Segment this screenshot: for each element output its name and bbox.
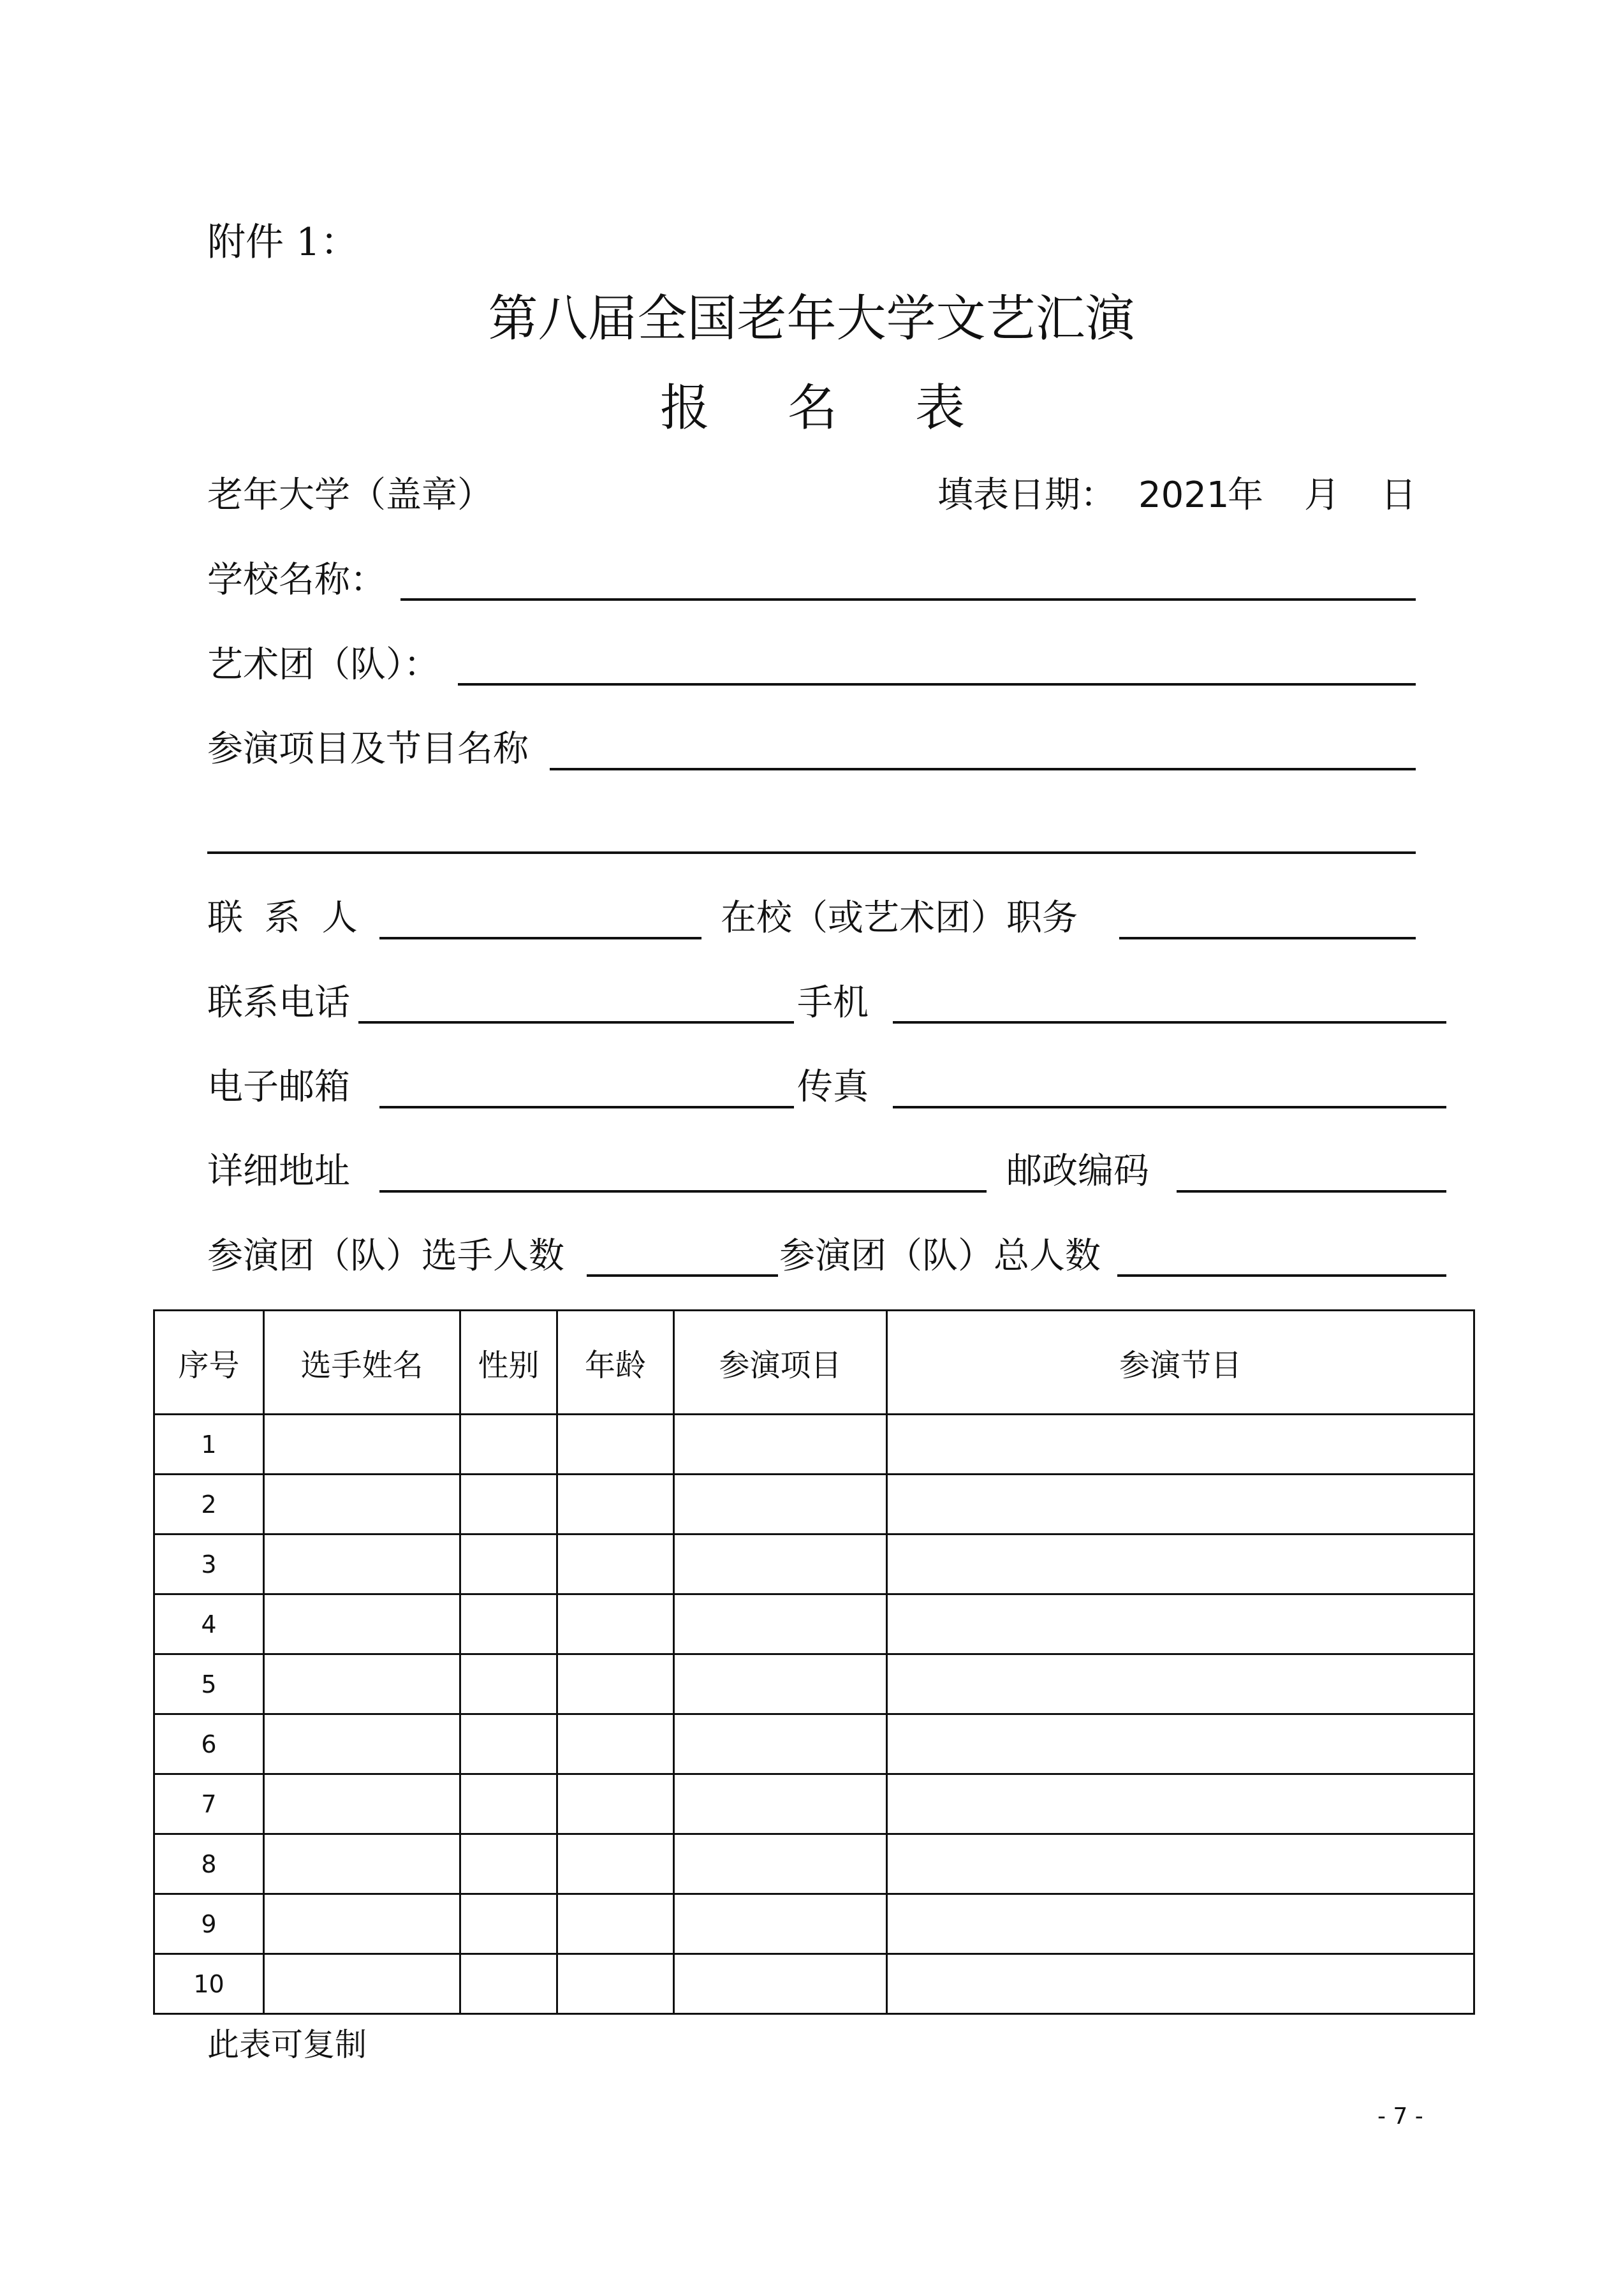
- mobile-label: 手机: [797, 982, 869, 1024]
- phone-label: 联系电话: [207, 982, 350, 1024]
- cell-category[interactable]: [674, 1894, 887, 1954]
- cell-index: 1: [154, 1415, 264, 1475]
- column-header-category: 参演项目: [674, 1311, 887, 1415]
- mobile-field[interactable]: [893, 1021, 1446, 1024]
- cell-gender[interactable]: [460, 1654, 557, 1714]
- cell-name[interactable]: [264, 1654, 460, 1714]
- date-year: 2021: [1138, 475, 1230, 516]
- cell-gender[interactable]: [460, 1834, 557, 1894]
- phone-field[interactable]: [358, 1021, 794, 1024]
- table-row: [154, 1594, 1474, 1654]
- postcode-field[interactable]: [1177, 1190, 1446, 1193]
- cell-category[interactable]: [674, 1475, 887, 1534]
- table-row: [154, 1415, 1474, 1475]
- cell-index: 3: [154, 1534, 264, 1594]
- cell-category[interactable]: [674, 1714, 887, 1774]
- cell-age[interactable]: [557, 1654, 674, 1714]
- cell-category[interactable]: [674, 1834, 887, 1894]
- subtitle-char: 报: [660, 379, 710, 437]
- cell-name[interactable]: [264, 1714, 460, 1774]
- fax-label: 传真: [797, 1066, 869, 1108]
- column-header-index: 序号: [154, 1311, 264, 1415]
- cell-age[interactable]: [557, 1834, 674, 1894]
- fax-field[interactable]: [893, 1106, 1446, 1108]
- cell-program[interactable]: [887, 1415, 1474, 1475]
- table-header-row: [154, 1311, 1474, 1415]
- program-name-field-line2[interactable]: [207, 851, 1416, 854]
- cell-index: 10: [154, 1954, 264, 2014]
- cell-name[interactable]: [264, 1774, 460, 1834]
- attachment-label: 附件 1：: [207, 220, 359, 265]
- date-prefix-label: 填表日期：: [937, 475, 1116, 516]
- cell-category[interactable]: [674, 1774, 887, 1834]
- position-label: 在校（或艺术团）职务: [721, 897, 1078, 939]
- table-row: [154, 1894, 1474, 1954]
- cell-gender[interactable]: [460, 1894, 557, 1954]
- cell-category[interactable]: [674, 1534, 887, 1594]
- cell-age[interactable]: [557, 1894, 674, 1954]
- cell-gender[interactable]: [460, 1594, 557, 1654]
- cell-age[interactable]: [557, 1774, 674, 1834]
- cell-program[interactable]: [887, 1774, 1474, 1834]
- column-header-program: 参演节目: [887, 1311, 1474, 1415]
- table-row: [154, 1475, 1474, 1534]
- cell-category[interactable]: [674, 1594, 887, 1654]
- university-seal-label: 老年大学（盖章）: [207, 475, 493, 516]
- subtitle-char: 表: [915, 379, 966, 437]
- table-row: [154, 1954, 1474, 2014]
- cell-age[interactable]: [557, 1475, 674, 1534]
- art-troupe-field[interactable]: [458, 683, 1416, 686]
- program-name-field[interactable]: [550, 768, 1416, 770]
- cell-age[interactable]: [557, 1954, 674, 2014]
- column-header-name: 选手姓名: [264, 1311, 460, 1415]
- cell-gender[interactable]: [460, 1954, 557, 2014]
- footer-note: 此表可复制: [207, 2026, 367, 2063]
- column-header-gender: 性别: [460, 1311, 557, 1415]
- page-title: 第八届全国老年大学文艺汇演: [488, 290, 1135, 348]
- cell-gender[interactable]: [460, 1774, 557, 1834]
- cell-age[interactable]: [557, 1714, 674, 1774]
- total-count-label: 参演团（队）总人数: [779, 1235, 1101, 1277]
- cell-gender[interactable]: [460, 1534, 557, 1594]
- cell-program[interactable]: [887, 1534, 1474, 1594]
- date-month-label: 月: [1304, 475, 1340, 516]
- page-number: - 7 -: [1377, 2103, 1423, 2130]
- cell-gender[interactable]: [460, 1475, 557, 1534]
- cell-name[interactable]: [264, 1534, 460, 1594]
- address-field[interactable]: [379, 1190, 987, 1193]
- cell-category[interactable]: [674, 1954, 887, 2014]
- cell-age[interactable]: [557, 1594, 674, 1654]
- address-label: 详细地址: [207, 1151, 350, 1192]
- contestant-count-label: 参演团（队）选手人数: [207, 1235, 564, 1277]
- cell-index: 8: [154, 1834, 264, 1894]
- cell-gender[interactable]: [460, 1714, 557, 1774]
- cell-program[interactable]: [887, 1654, 1474, 1714]
- school-name-field[interactable]: [400, 598, 1416, 601]
- total-count-field[interactable]: [1117, 1274, 1446, 1277]
- registration-table: [153, 1309, 1475, 2015]
- cell-index: 9: [154, 1894, 264, 1954]
- cell-index: 5: [154, 1654, 264, 1714]
- email-label: 电子邮箱: [207, 1066, 350, 1108]
- cell-name[interactable]: [264, 1475, 460, 1534]
- cell-age[interactable]: [557, 1415, 674, 1475]
- art-troupe-label: 艺术团（队）：: [207, 644, 439, 686]
- cell-age[interactable]: [557, 1534, 674, 1594]
- email-field[interactable]: [379, 1106, 794, 1108]
- postcode-label: 邮政编码: [1006, 1151, 1149, 1192]
- contact-person-label: 联 系 人: [207, 897, 358, 939]
- subtitle-char: 名: [788, 379, 838, 437]
- date-year-label: 年: [1228, 475, 1263, 516]
- cell-index: 6: [154, 1714, 264, 1774]
- table-row: [154, 1774, 1474, 1834]
- column-header-age: 年龄: [557, 1311, 674, 1415]
- cell-index: 4: [154, 1594, 264, 1654]
- date-day-label: 日: [1381, 475, 1416, 516]
- contestant-count-field[interactable]: [587, 1274, 778, 1277]
- cell-name[interactable]: [264, 1954, 460, 2014]
- cell-program[interactable]: [887, 1594, 1474, 1654]
- cell-program[interactable]: [887, 1475, 1474, 1534]
- cell-category[interactable]: [674, 1654, 887, 1714]
- table-row: [154, 1534, 1474, 1594]
- program-name-label: 参演项目及节目名称: [207, 728, 529, 770]
- cell-program[interactable]: [887, 1894, 1474, 1954]
- cell-category[interactable]: [674, 1415, 887, 1475]
- cell-gender[interactable]: [460, 1415, 557, 1475]
- cell-name[interactable]: [264, 1594, 460, 1654]
- cell-program[interactable]: [887, 1834, 1474, 1894]
- position-field[interactable]: [1119, 937, 1416, 939]
- contact-person-field[interactable]: [379, 937, 701, 939]
- cell-name[interactable]: [264, 1894, 460, 1954]
- cell-program[interactable]: [887, 1954, 1474, 2014]
- table-row: [154, 1834, 1474, 1894]
- cell-index: 7: [154, 1774, 264, 1834]
- school-name-label: 学校名称：: [207, 559, 386, 601]
- table-row: [154, 1654, 1474, 1714]
- table-row: [154, 1714, 1474, 1774]
- cell-program[interactable]: [887, 1714, 1474, 1774]
- cell-index: 2: [154, 1475, 264, 1534]
- cell-name[interactable]: [264, 1415, 460, 1475]
- cell-name[interactable]: [264, 1834, 460, 1894]
